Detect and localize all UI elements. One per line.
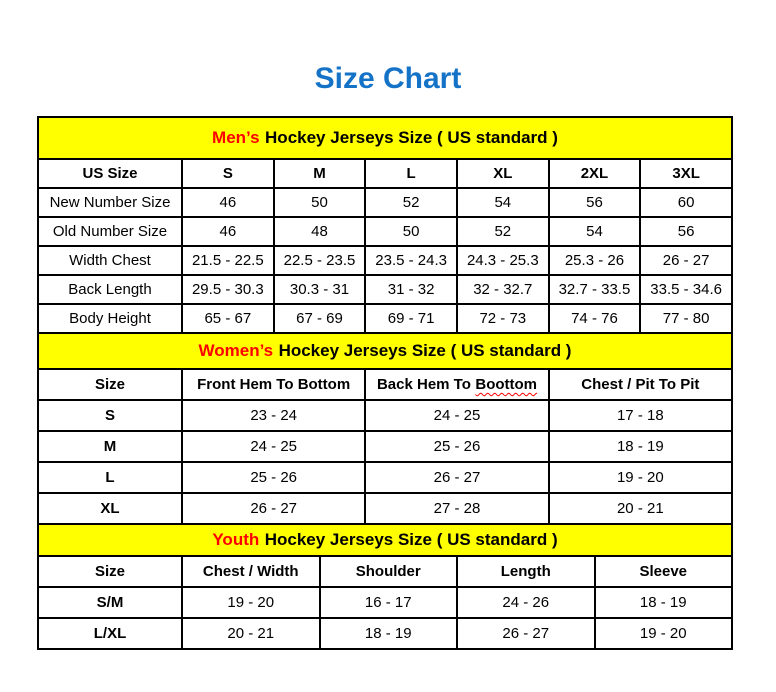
size-cell: 24.3 - 25.3 bbox=[457, 246, 549, 275]
size-cell: 33.5 - 34.6 bbox=[640, 275, 732, 304]
page-title: Size Chart bbox=[314, 62, 462, 95]
womens-band-highlight: Women’s bbox=[198, 341, 274, 360]
column-header: M bbox=[274, 159, 366, 188]
youth-header-row bbox=[38, 556, 732, 587]
table-row bbox=[38, 304, 732, 333]
youth-band-cell bbox=[38, 524, 732, 556]
youth-band-highlight: Youth bbox=[212, 530, 260, 549]
column-header: Length bbox=[457, 556, 595, 587]
row-label: Width Chest bbox=[38, 246, 182, 275]
column-header: 2XL bbox=[549, 159, 641, 188]
column-header-misspelled bbox=[365, 369, 548, 400]
column-header: L bbox=[365, 159, 457, 188]
size-cell: 56 bbox=[640, 217, 732, 246]
column-header-prefix: Back Hem To bbox=[376, 376, 471, 393]
size-cell: 18 - 19 bbox=[320, 618, 458, 649]
womens-size-table bbox=[37, 332, 733, 525]
table-row bbox=[38, 618, 732, 649]
womens-band-cell bbox=[38, 333, 732, 369]
size-cell: 30.3 - 31 bbox=[274, 275, 366, 304]
mens-band-row bbox=[38, 117, 732, 159]
size-cell: 65 - 67 bbox=[182, 304, 274, 333]
table-row bbox=[38, 275, 732, 304]
mens-band-title: Hockey Jerseys Size ( US standard ) bbox=[265, 128, 558, 147]
size-cell: 52 bbox=[365, 188, 457, 217]
size-cell: 56 bbox=[549, 188, 641, 217]
size-cell: 25.3 - 26 bbox=[549, 246, 641, 275]
size-cell: 16 - 17 bbox=[320, 587, 458, 618]
column-header: Front Hem To Bottom bbox=[182, 369, 365, 400]
size-cell: 19 - 20 bbox=[549, 462, 732, 493]
size-cell: 46 bbox=[182, 217, 274, 246]
womens-header-row bbox=[38, 369, 732, 400]
column-header: Size bbox=[38, 369, 182, 400]
size-cell: 69 - 71 bbox=[365, 304, 457, 333]
size-cell: 23 - 24 bbox=[182, 400, 365, 431]
size-cell: 60 bbox=[640, 188, 732, 217]
size-cell: 72 - 73 bbox=[457, 304, 549, 333]
size-cell: 20 - 21 bbox=[182, 618, 320, 649]
size-cell: 17 - 18 bbox=[549, 400, 732, 431]
column-header: Sleeve bbox=[595, 556, 733, 587]
row-label: Old Number Size bbox=[38, 217, 182, 246]
column-header: Shoulder bbox=[320, 556, 458, 587]
mens-header-row bbox=[38, 159, 732, 188]
size-cell: 24 - 25 bbox=[182, 431, 365, 462]
size-cell: 32.7 - 33.5 bbox=[549, 275, 641, 304]
size-cell: 32 - 32.7 bbox=[457, 275, 549, 304]
size-cell: 24 - 25 bbox=[365, 400, 548, 431]
youth-size-table bbox=[37, 523, 733, 650]
size-cell: 74 - 76 bbox=[549, 304, 641, 333]
size-cell: 18 - 19 bbox=[595, 587, 733, 618]
size-cell: 26 - 27 bbox=[182, 493, 365, 524]
mens-band-cell bbox=[38, 117, 732, 159]
youth-band-title: Hockey Jerseys Size ( US standard ) bbox=[264, 530, 558, 549]
misspelled-word: Boottom bbox=[475, 376, 538, 393]
row-label: XL bbox=[38, 493, 182, 524]
size-cell: 50 bbox=[274, 188, 366, 217]
size-cell: 19 - 20 bbox=[182, 587, 320, 618]
size-cell: 67 - 69 bbox=[274, 304, 366, 333]
row-label: Back Length bbox=[38, 275, 182, 304]
column-header: US Size bbox=[38, 159, 182, 188]
size-cell: 54 bbox=[549, 217, 641, 246]
size-cell: 46 bbox=[182, 188, 274, 217]
table-row bbox=[38, 462, 732, 493]
size-cell: 31 - 32 bbox=[365, 275, 457, 304]
size-chart-tables bbox=[37, 116, 733, 650]
size-cell: 48 bbox=[274, 217, 366, 246]
mens-band-highlight: Men’s bbox=[212, 128, 260, 147]
row-label: M bbox=[38, 431, 182, 462]
column-header: Chest / Width bbox=[182, 556, 320, 587]
size-cell: 24 - 26 bbox=[457, 587, 595, 618]
row-label: S bbox=[38, 400, 182, 431]
table-row bbox=[38, 217, 732, 246]
row-label: New Number Size bbox=[38, 188, 182, 217]
size-cell: 25 - 26 bbox=[182, 462, 365, 493]
row-label: S/M bbox=[38, 587, 182, 618]
size-cell: 50 bbox=[365, 217, 457, 246]
column-header: Size bbox=[38, 556, 182, 587]
table-row bbox=[38, 188, 732, 217]
table-row bbox=[38, 493, 732, 524]
size-cell: 22.5 - 23.5 bbox=[274, 246, 366, 275]
column-header: S bbox=[182, 159, 274, 188]
womens-band-title: Hockey Jerseys Size ( US standard ) bbox=[278, 341, 572, 360]
womens-band-row bbox=[38, 333, 732, 369]
table-row bbox=[38, 400, 732, 431]
size-cell: 52 bbox=[457, 217, 549, 246]
size-cell: 25 - 26 bbox=[365, 431, 548, 462]
size-cell: 20 - 21 bbox=[549, 493, 732, 524]
youth-band-row bbox=[38, 524, 732, 556]
table-row bbox=[38, 246, 732, 275]
size-cell: 29.5 - 30.3 bbox=[182, 275, 274, 304]
table-row bbox=[38, 587, 732, 618]
size-cell: 23.5 - 24.3 bbox=[365, 246, 457, 275]
column-header: XL bbox=[457, 159, 549, 188]
row-label: L bbox=[38, 462, 182, 493]
size-cell: 54 bbox=[457, 188, 549, 217]
column-header: Chest / Pit To Pit bbox=[549, 369, 732, 400]
column-header: 3XL bbox=[640, 159, 732, 188]
size-cell: 27 - 28 bbox=[365, 493, 548, 524]
size-cell: 18 - 19 bbox=[549, 431, 732, 462]
mens-size-table bbox=[37, 116, 733, 334]
size-cell: 19 - 20 bbox=[595, 618, 733, 649]
row-label: L/XL bbox=[38, 618, 182, 649]
size-cell: 26 - 27 bbox=[457, 618, 595, 649]
size-cell: 26 - 27 bbox=[640, 246, 732, 275]
size-cell: 26 - 27 bbox=[365, 462, 548, 493]
size-cell: 77 - 80 bbox=[640, 304, 732, 333]
table-row bbox=[38, 431, 732, 462]
size-cell: 21.5 - 22.5 bbox=[182, 246, 274, 275]
row-label: Body Height bbox=[38, 304, 182, 333]
